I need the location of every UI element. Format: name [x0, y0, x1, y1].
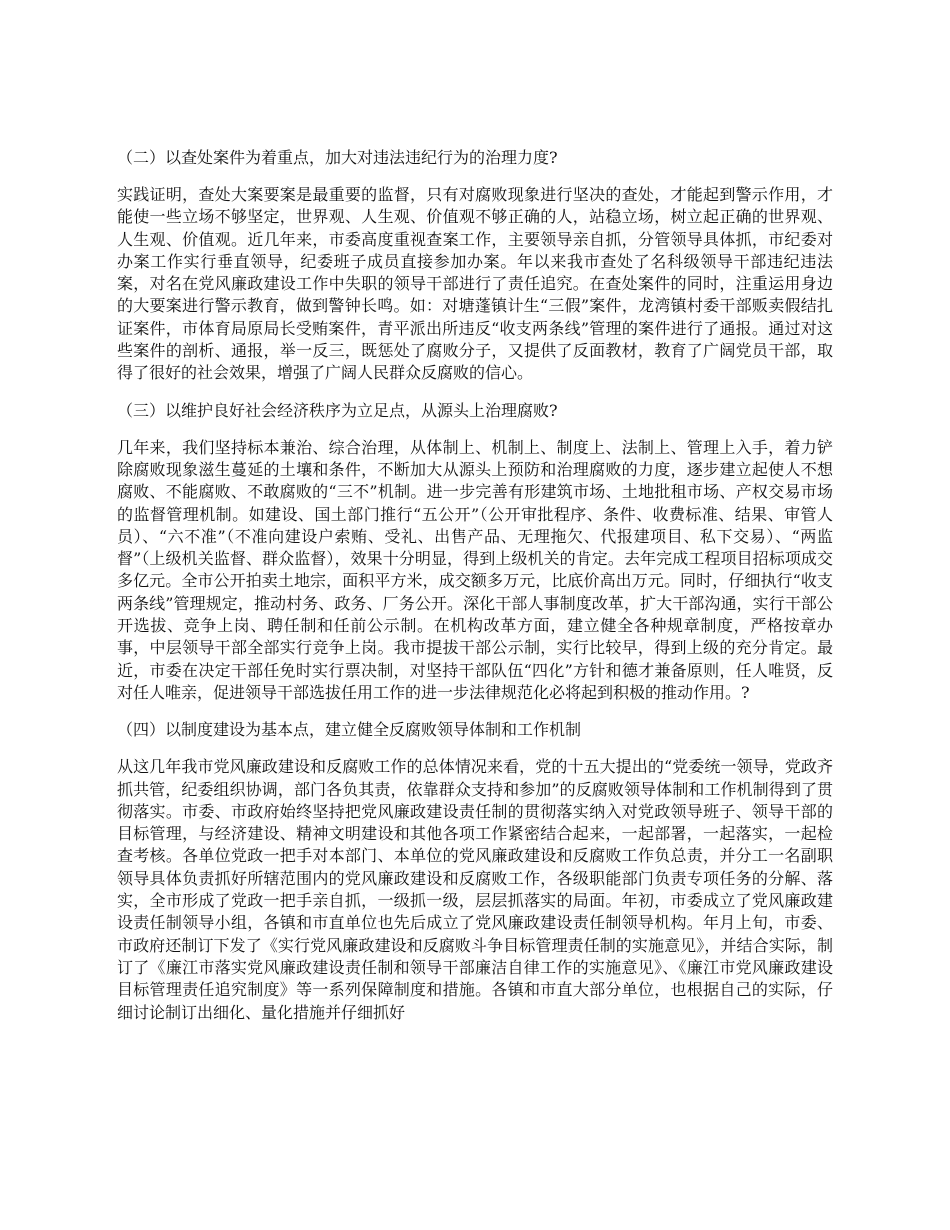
section-heading: （三）以维护良好社会经济秩序为立足点，从源头上治理腐败? — [117, 400, 558, 420]
section-paragraph: 从这几年我市党风廉政建设和反腐败工作的总体情况来看，党的十五大提出的“党委统一领导，党政齐抓共管，纪委组织协调，部门各负其责，依靠群众支持和参加”的反腐败领导体制和工作机制得到了贯彻落实。市委、市政府始终坚持把党风廉政建设责任制的贯彻落实纳入对党政领导班子、领导干部的目标管理，与经济建设、精神文明建设和其他各项工作紧密结合起来，一起部署，一起落实，一起检查考核。各单位党政一把手对本部门、本单位的党风廉政建设和反腐败工作负总责，并分工一名副职领导具体负责抓好所辖范围内的党风廉政建设和反腐败工作，各级职能部门负责专项任务的分解、落实，全市形成了党政一把手亲自抓，一级抓一级，层层抓落实的局面。年初，市委成立了党风廉政建设责任制领导小组，各镇和市直单位也先后成立了党风廉政建设责任制领导机构。年月上旬，市委、市政府还制订下发了《实行党风廉政建设和反腐败斗争目标管理责任制的实施意见》，并结合实际，制订了《廉江市落实党风廉政建设责任制和领导干部廉洁自律工作的实施意见》、《廉江市党风廉政建设目标管理责任追究制度》等一系列保障制度和措施。各镇和市直大部分单位，也根据自己的实际，仔细讨论制订出细化、量化措施并仔细抓好 — [117, 757, 833, 1022]
section-heading: （四）以制度建设为基本点，建立健全反腐败领导体制和工作机制 — [117, 720, 582, 740]
section-4 — [117, 718, 833, 1024]
section-2 — [117, 146, 833, 385]
section-paragraph: 几年来，我们坚持标本兼治、综合治理，从体制上、机制上、制度上、法制上、管理上入手，着力铲除腐败现象滋生蔓延的土壤和条件，不断加大从源头上预防和治理腐败的力度，逐步建立起使人不想腐败、不能腐败、不敢腐败的“三不”机制。进一步完善有形建筑市场、土地批租市场、产权交易市场的监督管理机制。如建设、国土部门推行“五公开”（公开审批程序、条件、收费标准、结果、审管人员）、“六不准”（不准向建设户索贿、受礼、出售产品、无理拖欠、代报建项目、私下交易）、“两监督”（上级机关监督、群众监督），效果十分明显，得到上级机关的肯定。去年完成工程项目招标项成交多亿元。全市公开拍卖土地宗，面积平方米，成交额多万元，比底价高出万元。同时，仔细执行“收支两条线”管理规定，推动村务、政务、厂务公开。深化干部人事制度改革，扩大干部沟通，实行干部公开选拔、竞争上岗、聘任制和任前公示制。在机构改革方面，建立健全各种规章制度，严格按章办事，中层领导干部全部实行竞争上岗。我市提拔干部公示制，实行比较早，得到上级的充分肯定。最近，市委在决定干部任免时实行票决制，对坚持干部队伍“四化”方针和德才兼备原则，任人唯贤，反对任人唯亲，促进领导干部选拔任用工作的进一步法律规范化必将起到积极的推动作用。? — [117, 437, 833, 702]
section-paragraph: 实践证明，查处大案要案是最重要的监督，只有对腐败现象进行坚决的查处，才能起到警示作用，才能使一些立场不够坚定，世界观、人生观、价值观不够正确的人，站稳立场，树立起正确的世界观、人生观、价值观。近几年来，市委高度重视查案工作，主要领导亲自抓，分管领导具体抓，市纪委对办案工作实行垂直领导，纪委班子成员直接参加办案。年以来我市查处了名科级领导干部违纪违法案，对名在党风廉政建设工作中失职的领导干部进行了责任追究。在查处案件的同时，注重运用身边的大要案进行警示教育，做到警钟长鸣。如：对塘蓬镇计生“三假”案件，龙湾镇村委干部贩卖假结扎证案件，市体育局原局长受贿案件，青平派出所违反“收支两条线”管理的案件进行了通报。通过对这些案件的剖析、通报，举一反三，既惩处了腐败分子，又提供了反面教材，教育了广阔党员干部，取得了很好的社会效果，增强了广阔人民群众反腐败的信心。 — [117, 185, 833, 383]
section-heading: （二）以查处案件为着重点，加大对违法违纪行为的治理力度? — [117, 148, 558, 167]
section-3 — [117, 399, 833, 705]
document-page — [117, 146, 833, 1038]
